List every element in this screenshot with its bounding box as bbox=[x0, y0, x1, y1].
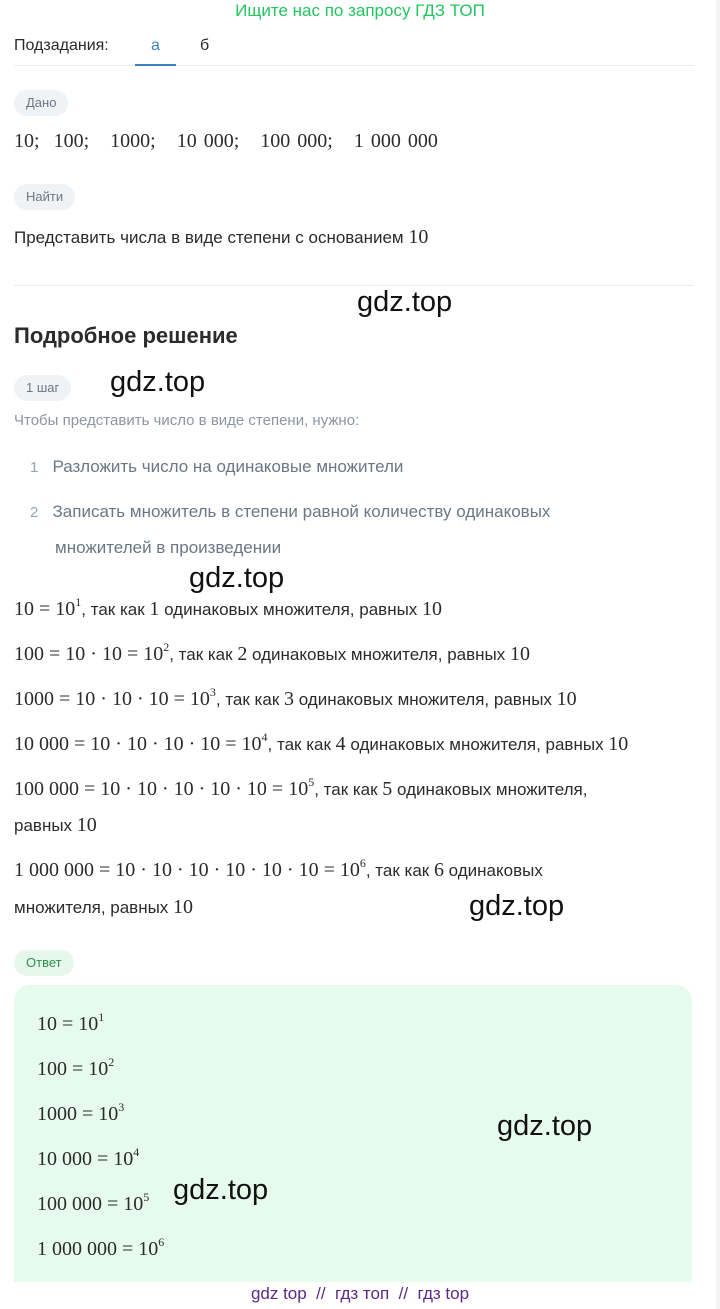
line-math: 10 000 = 10 · 10 · 10 · 10 = 10 bbox=[14, 733, 262, 755]
watermark: gdz.top bbox=[357, 286, 453, 318]
answer-item bbox=[37, 1010, 105, 1036]
line-base: 10 bbox=[422, 598, 443, 620]
line-exponent: 6 bbox=[359, 856, 366, 870]
watermark: gdz.top bbox=[469, 890, 565, 922]
answer-math: 1000 = 10 bbox=[37, 1103, 119, 1125]
given-value: 10; bbox=[14, 130, 40, 152]
line-text: множителя, равных bbox=[14, 898, 174, 917]
answer-exponent: 5 bbox=[143, 1190, 150, 1204]
answer-badge: Ответ bbox=[14, 950, 74, 976]
section-divider bbox=[14, 285, 694, 286]
answer-exponent: 3 bbox=[118, 1100, 125, 1114]
answer-item bbox=[37, 1235, 165, 1261]
step-text-continued: множителей в произведении bbox=[55, 538, 282, 557]
answer-math: 100 = 10 bbox=[37, 1058, 109, 1080]
line-exponent: 1 bbox=[75, 595, 82, 609]
line-math: 10 = 10 bbox=[14, 598, 76, 620]
scrollbar-track[interactable] bbox=[716, 0, 720, 1309]
line-text: одинаковых bbox=[443, 861, 543, 880]
line-text: , так как bbox=[314, 780, 383, 799]
solution-line-wrap bbox=[14, 896, 193, 919]
solution-line bbox=[14, 685, 577, 711]
solution-line bbox=[14, 856, 543, 882]
answer-math: 10 000 = 10 bbox=[37, 1148, 134, 1170]
line-exponent: 4 bbox=[261, 730, 268, 744]
line-count: 6 bbox=[433, 859, 444, 881]
answer-math: 100 000 = 10 bbox=[37, 1193, 144, 1215]
answer-exponent: 2 bbox=[108, 1055, 115, 1069]
answer-item bbox=[37, 1100, 125, 1126]
line-base: 10 bbox=[76, 814, 97, 836]
step-item bbox=[30, 449, 403, 486]
tab-subtask-b[interactable]: б bbox=[200, 37, 210, 54]
line-math: 100 = 10 · 10 = 10 bbox=[14, 643, 164, 665]
step-text: Записать множитель в степени равной количеству одинаковых bbox=[52, 502, 551, 521]
line-text: одинаковых множителя, bbox=[392, 780, 588, 799]
line-text: , так как bbox=[81, 600, 150, 619]
line-exponent: 3 bbox=[209, 685, 216, 699]
solution-line bbox=[14, 775, 588, 801]
line-math: 1000 = 10 · 10 · 10 = 10 bbox=[14, 688, 210, 710]
line-text: одинаковых множителя, равных bbox=[293, 690, 557, 709]
line-text: одинаковых множителя, равных bbox=[159, 600, 423, 619]
find-badge: Найти bbox=[14, 184, 75, 210]
line-base: 10 bbox=[608, 733, 629, 755]
line-text: равных bbox=[14, 816, 77, 835]
line-text: , так как bbox=[215, 690, 284, 709]
solution-line bbox=[14, 730, 629, 756]
line-text: одинаковых множителя, равных bbox=[345, 735, 609, 754]
given-value: 100 000; bbox=[260, 130, 333, 152]
answer-exponent: 4 bbox=[133, 1145, 140, 1159]
step-text: Разложить число на одинаковые множители bbox=[52, 457, 404, 476]
step-number: 2 bbox=[30, 504, 39, 521]
answer-item bbox=[37, 1190, 150, 1216]
active-tab-indicator bbox=[135, 64, 176, 66]
line-count: 5 bbox=[382, 778, 393, 800]
find-text-label: Представить числа в виде степени с основанием bbox=[14, 228, 409, 247]
line-count: 4 bbox=[335, 733, 346, 755]
find-base: 10 bbox=[408, 226, 429, 248]
answer-exponent: 6 bbox=[158, 1235, 165, 1249]
tabs-divider bbox=[14, 65, 694, 66]
step-badge: 1 шаг bbox=[14, 375, 71, 401]
solution-intro: Чтобы представить число в виде степени, нужно: bbox=[14, 412, 360, 429]
line-text: одинаковых множителя, равных bbox=[247, 645, 510, 664]
tab-subtask-a[interactable]: а bbox=[151, 37, 160, 54]
given-badge: Дано bbox=[14, 90, 68, 116]
line-text: , так как bbox=[267, 735, 336, 754]
watermark: gdz.top bbox=[173, 1174, 269, 1206]
answer-item bbox=[37, 1055, 115, 1081]
subtasks-label: Подзадания: bbox=[14, 37, 109, 54]
line-base: 10 bbox=[509, 643, 530, 665]
line-base: 10 bbox=[556, 688, 577, 710]
line-math: 100 000 = 10 · 10 · 10 · 10 · 10 = 10 bbox=[14, 778, 309, 800]
answer-exponent: 1 bbox=[98, 1010, 105, 1024]
given-value: 100; bbox=[53, 130, 90, 152]
find-text bbox=[14, 226, 428, 249]
line-count: 3 bbox=[283, 688, 294, 710]
given-values bbox=[14, 130, 438, 153]
step-item bbox=[30, 494, 550, 531]
solution-title: Подробное решение bbox=[14, 323, 238, 348]
given-value: 10 000; bbox=[176, 130, 240, 152]
line-count: 2 bbox=[237, 643, 248, 665]
line-exponent: 2 bbox=[163, 640, 170, 654]
watermark: gdz.top bbox=[110, 366, 206, 398]
answer-item bbox=[37, 1145, 140, 1171]
line-text: , так как bbox=[365, 861, 434, 880]
top-banner: Ищите нас по запросу ГДЗ ТОП bbox=[235, 1, 485, 20]
given-value: 1 000 000 bbox=[353, 130, 438, 152]
watermark: gdz.top bbox=[189, 562, 285, 594]
line-math: 1 000 000 = 10 · 10 · 10 · 10 · 10 · 10 = 10 bbox=[14, 859, 360, 881]
solution-line bbox=[14, 595, 443, 621]
line-exponent: 5 bbox=[308, 775, 315, 789]
footer-links[interactable]: gdz top // гдз топ // гдз top bbox=[250, 1284, 470, 1303]
solution-line bbox=[14, 640, 530, 666]
line-count: 1 bbox=[149, 598, 160, 620]
step-number: 1 bbox=[30, 459, 39, 476]
answer-math: 10 = 10 bbox=[37, 1013, 99, 1035]
solution-line-wrap bbox=[14, 814, 97, 837]
answer-math: 1 000 000 = 10 bbox=[37, 1238, 159, 1260]
watermark: gdz.top bbox=[497, 1110, 593, 1142]
line-base: 10 bbox=[173, 896, 194, 918]
line-text: , так как bbox=[169, 645, 238, 664]
given-value: 1000; bbox=[110, 130, 156, 152]
